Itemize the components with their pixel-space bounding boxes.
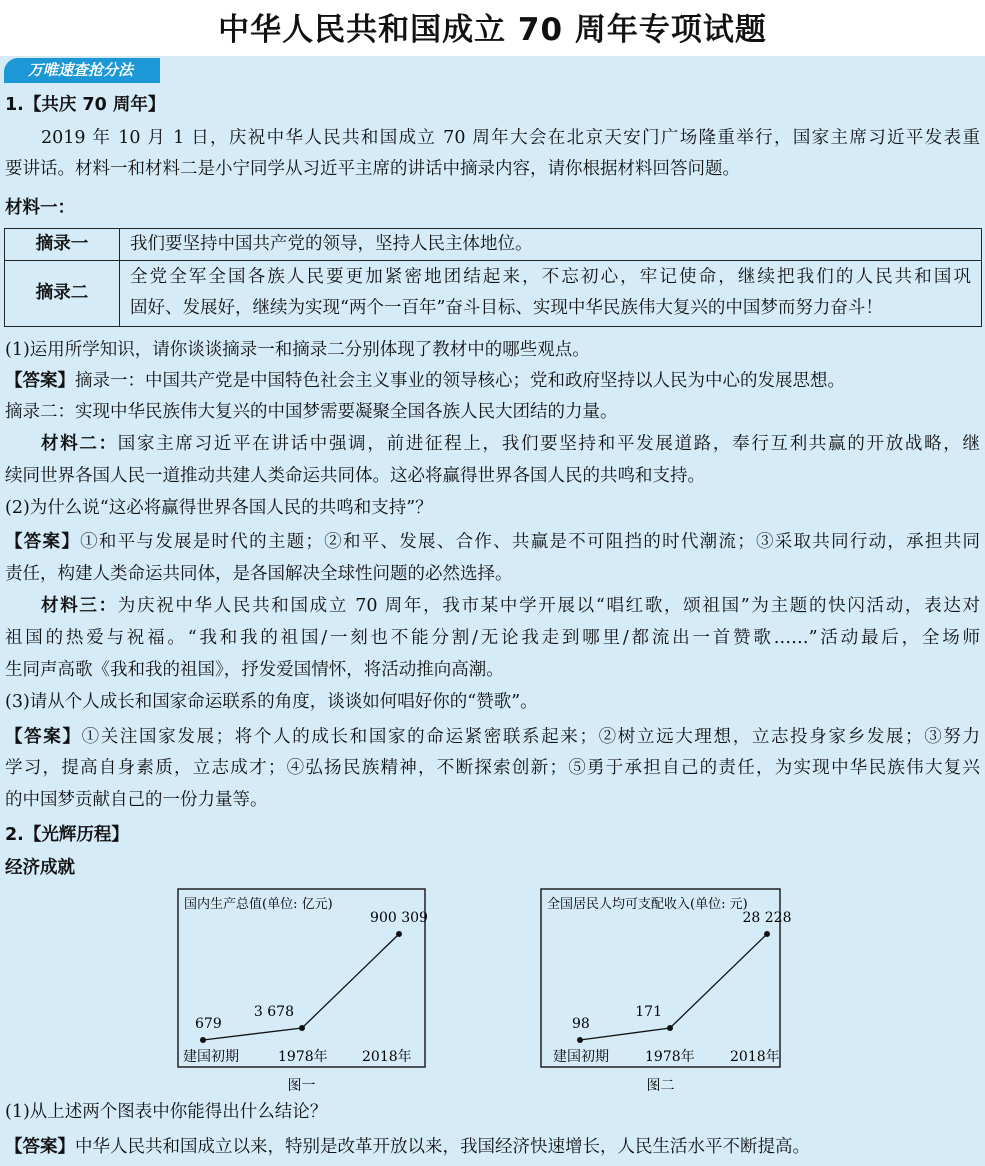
data-point (396, 931, 402, 937)
tick-label: 建国初期 (183, 1049, 239, 1065)
material-text: 为庆祝中华人民共和国成立 70 周年，我市某中学开展以“唱红歌，颂祖国”为主题的快闪活动，表达对 (117, 596, 981, 616)
answer-label: 【答案】 (5, 371, 75, 391)
excerpt-text: 我们要坚持中国共产党的领导，坚持人民主体地位。 (120, 229, 982, 261)
q2-sub-question-1: (1)从上述两个图表中你能得出什么结论？ (5, 1102, 328, 1122)
answer-text: ①和平与发展是时代的主题；②和平、发展、合作、共赢是不可阻挡的时代潮流；③采取共同行动，承担共同 (80, 532, 981, 552)
data-point (764, 931, 770, 937)
chart-caption: 图一 (287, 1078, 316, 1094)
question-1-heading: 1.【共庆 70 周年】 (5, 95, 166, 115)
chart-caption: 图二 (646, 1078, 675, 1094)
section-badge: 万唯速查抢分法 (4, 58, 160, 83)
data-label: 98 (572, 1016, 590, 1032)
series-line (580, 934, 767, 1040)
excerpt-text: 固好、发展好，继续为实现“两个一百年”奋斗目标、实现中华民族伟大复兴的中国梦而努力奋斗！ (130, 298, 883, 318)
data-point (667, 1025, 673, 1031)
answer-text: 中华人民共和国成立以来，特别是改革开放以来，我国经济快速增长，人民生活水平不断提高。 (75, 1137, 810, 1157)
answer-text: 摘录二：实现中华民族伟大复兴的中国梦需要凝聚全国各族人民大团结的力量。 (5, 402, 618, 422)
sub-question-1: (1)运用所学知识，请你谈谈摘录一和摘录二分别体现了教材中的哪些观点。 (5, 340, 590, 360)
answer-label: 【答案】 (5, 1137, 75, 1157)
excerpt-key: 摘录一 (5, 229, 120, 261)
answer-text: 学习，提高自身素质，立志成才；④弘扬民族精神，不断探索创新；⑤勇于承担自己的责任，为实现中华民族伟大复兴 (5, 758, 980, 778)
question-2-heading: 2.【光辉历程】 (5, 825, 129, 845)
page-title: 中华人民共和国成立 70 周年专项试题 (218, 12, 767, 48)
tick-label: 1978年 (645, 1049, 695, 1065)
data-label: 171 (635, 1004, 662, 1020)
answer-text: 责任，构建人类命运共同体，是各国解决全球性问题的必然选择。 (5, 564, 513, 584)
answer-text: ①关注国家发展；将个人的成长和国家的命运紧密联系起来；②树立远大理想，立志投身家乡发展；③努力 (81, 727, 981, 747)
answer-text: 的中国梦贡献自己的一份力量等。 (5, 790, 268, 810)
tick-label: 2018年 (730, 1049, 780, 1065)
tick-label: 1978年 (278, 1049, 328, 1065)
excerpt-text: 全党全军全国各族人民要更加紧密地团结起来，不忘初心，牢记使命，继续把我们的人民共和国巩 (130, 267, 971, 287)
intro-line: 要讲话。材料一和材料二是小宁同学从习近平主席的讲话中摘录内容，请你根据材料回答问题。 (5, 159, 740, 179)
data-label: 679 (195, 1016, 222, 1032)
chart-title: 全国居民人均可支配收入(单位: 元) (547, 897, 748, 912)
sub-question-3: (3)请从个人成长和国家命运联系的角度，谈谈如何唱好你的“赞歌”。 (5, 692, 538, 712)
data-point (200, 1037, 206, 1043)
answer-text: 摘录一：中国共产党是中国特色社会主义事业的领导核心；党和政府坚持以人民为中心的发展思想。 (75, 371, 845, 391)
answer-label: 【答案】 (5, 532, 81, 552)
material-1-label: 材料一： (5, 198, 75, 218)
material-3-label: 材料三： (41, 596, 118, 616)
material-2-label: 材料二： (41, 434, 118, 454)
sub-question-2: (2)为什么说“这必将赢得世界各国人民的共鸣和支持”？ (5, 498, 433, 518)
tick-label: 2018年 (362, 1049, 412, 1065)
answer-label: 【答案】 (5, 727, 82, 747)
chart-title: 国内生产总值(单位: 亿元) (184, 897, 333, 912)
tick-label: 建国初期 (553, 1049, 609, 1065)
material-text: 续同世界各国人民一道推动共建人类命运共同体。这必将赢得世界各国人民的共鸣和支持。 (5, 466, 705, 486)
material-text: 国家主席习近平在讲话中强调，前进征程上，我们要坚持和平发展道路，奉行互利共赢的开放战略，继 (117, 434, 981, 454)
intro-line: 2019 年 10 月 1 日，庆祝中华人民共和国成立 70 周年大会在北京天安门广场隆重举行，国家主席习近平发表重 (41, 128, 980, 148)
q2-answer-1 (5, 1135, 980, 1159)
excerpt-key: 摘录二 (5, 261, 120, 327)
data-label: 28 228 (742, 910, 792, 926)
material-text: 祖国的热爱与祝福。“我和我的祖国/一刻也不能分割/无论我走到哪里/都流出一首赞歌……”活动最后，全场师 (5, 628, 980, 648)
economic-achievements-label: 经济成就 (5, 858, 75, 878)
material-text: 生同声高歌《我和我的祖国》，抒发爱国情怀，将活动推向高潮。 (5, 660, 504, 680)
data-label: 900 309 (370, 910, 428, 926)
data-label: 3 678 (253, 1004, 294, 1020)
data-point (577, 1037, 583, 1043)
data-point (299, 1025, 305, 1031)
series-line (203, 934, 399, 1040)
